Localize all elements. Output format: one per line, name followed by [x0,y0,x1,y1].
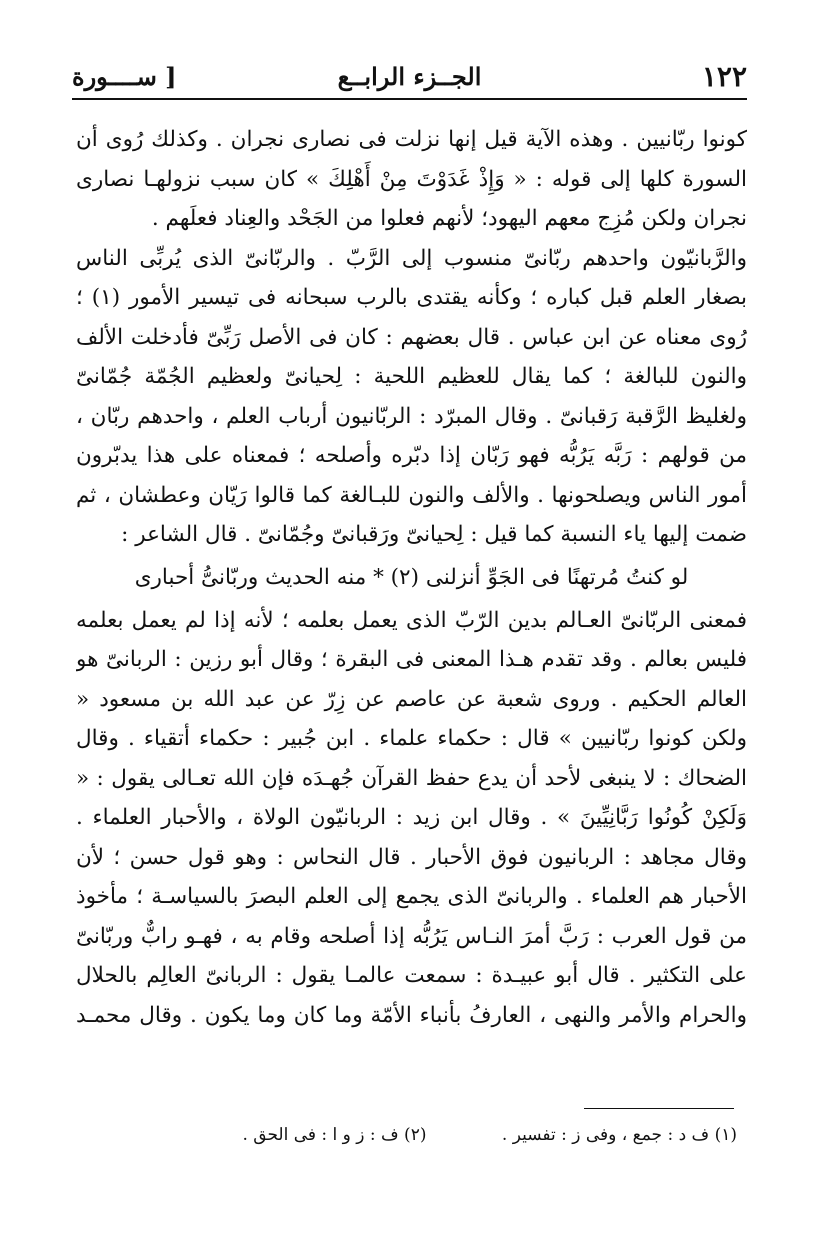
running-header [72,60,747,100]
part-title: الجــزء الرابــع [337,62,482,91]
footnotes [120,1120,737,1160]
paragraph: فمعنى الربّانىّ العـالم بدين الرّبّ الذى يعمل بعلمه ؛ لأنه إذا لم يعمل بعلمه فليس بعالم . وقد تقدم هـذا المعنى فى البقرة ؛ وقال أبو رزين : الربانىّ هو العالم الحكيم . وروى شعبة عن عاصم عن زِرّ عن عبد الله بن مسعود « ولكن كونوا ربّانيين » قال : حكماء علماء . ابن جُبير : حكماء أتقياء . وقال الضحاك : لا ينبغى لأحد أن يدع حفظ القرآن جُهـدَه فإن الله تعـالى يقول : « وَلَكِنْ كُونُوا رَبَّانِيِّينَ » . وقال ابن زيد : الربانيّون الولاة ، والأحبار العلماء . وقال مجاهد : الربانيون فوق الأحبار . قال النحاس : وهو قول حسن ؛ لأن الأحبار هم العلماء . والربانىّ الذى يجمع إلى العلم البصرَ بالسياسـة ؛ مأخوذ من قول العرب : رَبَّ أمرَ النـاس يَرُبُّه إذا أصلحه وقام به ، فهـو رابٌّ وربّانىّ على التكثير . قال أبو عبيـدة : سمعت عالمـا يقول : الربانىّ العالِم بالحلال والحرام والأمر والنهى ، العارفُ بأنباء الأمّة وما كان وما يكون . وقال محمـد [76,607,747,1028]
poetry-verse: لو كنتُ مُرتهنًا فى الجَوِّ أنزلنى (٢) * منه الحديث وربّانىُّ أحبارى [134,564,689,590]
footnote-1: (١) ف د : جمع ، وفى ز : تفسير . [501,1125,737,1145]
main-text [76,120,747,1040]
footnote-rule [584,1108,734,1109]
page-number: ١٢٢ [701,60,747,93]
footnote-2: (٢) ف : ز و ا : فى الحق . [242,1125,427,1145]
header-rule [72,98,747,100]
paragraph: كونوا ربّانيين . وهذه الآية قيل إنها نزلت فى نصارى نجران . وكذلك رُوى أن السورة كلها إلى قوله : « وَإِذْ غَدَوْتَ مِنْ أَهْلِكَ » كان سبب نزولهـا نصارى نجران ولكن مُزِج معهم اليهود؛ لأنهم فعلوا من الجَحْد والعِناد فعلَهم . [76,127,747,231]
paragraph: والرَّبانيّون واحدهم ربّانىّ منسوب إلى الرَّبّ . والربّانىّ الذى يُربِّى الناس بصغار العلم قبل كباره ؛ وكأنه يقتدى بالرب سبحانه فى تيسير الأمور (١) ؛ رُوى معناه عن ابن عباس . قال بعضهم : كان فى الأصل رَبِّىّ فأدخلت الألف والنون للبالغة ؛ كما يقال للعظيم اللحية : لِحيانىّ ولعظيم الجُمّة جُمّانىّ ولغليظ الرَّقبة رَقبانىّ . وقال المبرّد : الربّانيون أرباب العلم ، واحدهم ربّان ، من قولهم : رَبَّه يَرُبُّه فهو رَبّان إذا دبّره وأصلحه ؛ فمعناه على هذا يدبّرون أمور الناس ويصلحونها . والألف والنون للبـالغة كما قالوا رَيّان وعطشان ، ثم ضمت إليها ياء النسبة كما قيل : لِحيانىّ ورَقبانىّ وجُمّانىّ . قال الشاعر : [76,245,747,547]
surah-label: [ ســــورة [72,62,177,91]
